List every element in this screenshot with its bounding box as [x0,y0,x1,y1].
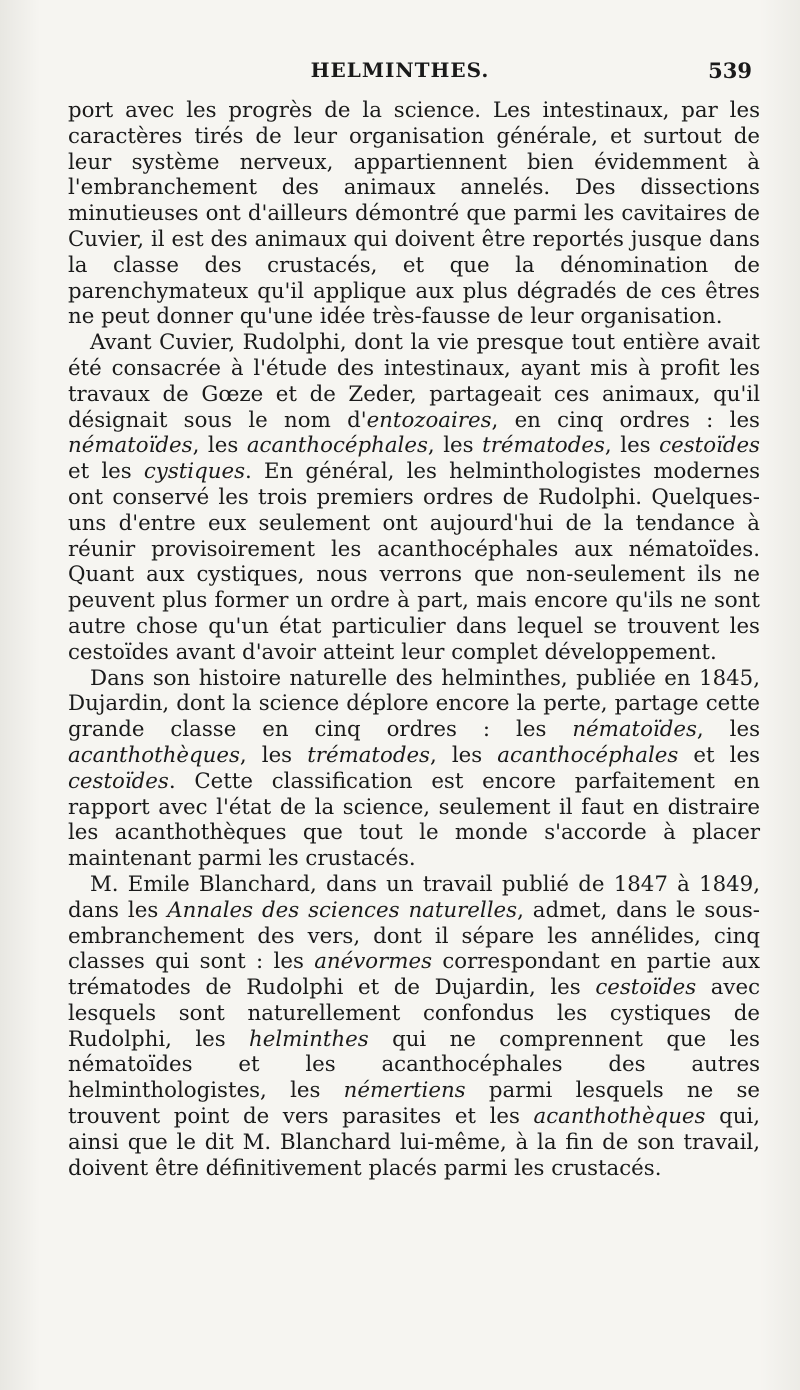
italic-term: trématodes [482,433,605,459]
text-run: , les [239,742,308,768]
italic-term: cestoïdes [595,975,697,1001]
italic-term: helminthes [249,1026,369,1052]
text-run: correspondant en partie aux trématodes de Rudolphi et de Dujardin, les [68,949,760,1001]
paragraph-3 [68,666,760,872]
text-run: port avec les progrès de la science. Les intestinaux, par les caractères tirés de leur organisation générale, et surtout de leur système nerveux, appartiennent bien évidemment à l'embranchement des animaux annelés. Des dissections minutieuses ont d'ailleurs démontré que parmi les cavitaires de Cuvier, il est des animaux qui doivent être reportés jusque dans la classe des crustacés, et que la dénomination de parenchymateux qu'il applique aux plus dégradés de ces êtres ne peut donner qu'une idée très-fausse de leur organisation. [68,98,760,330]
italic-term: cystiques [143,459,245,485]
text-run: , les [696,717,760,743]
text-run: , les [429,742,498,768]
text-run: Avant Cuvier, Rudolphi, dont la vie presque tout entière avait été consacrée à l'étude des intestinaux, ayant mis à profit les travaux de Gœze et de Zeder, partageait ces animaux, qu'il désignait sous le nom d' [68,330,760,433]
text-run: , les [427,433,483,459]
italic-term: nématoïdes [68,433,193,459]
text-run: parmi lesquels ne se trouvent point de vers parasites et les [68,1078,761,1130]
text-run: avec lesquels sont naturellement confondus les cystiques de Rudolphi, les [68,975,760,1052]
italic-term: nématoïdes [572,717,697,743]
italic-term: acanthocéphales [246,433,428,459]
page-number: 539 [708,58,752,83]
italic-term: cestoïdes [68,768,169,794]
italic-term: entozoaires [366,407,492,433]
text-run: . Cette classification est encore parfaitement en rapport avec l'état de la science, seulement il faut en distraire les acanthothèques que tout le monde s'accorde à placer maintenant parmi les crustacés. [68,768,760,872]
italic-term: némertiens [343,1078,466,1104]
text-run: , admet, dans le sous-embranchement des vers, dont il sépare les annélides, cinq classes qui sont : les [68,897,761,975]
paragraph-4 [68,872,760,1182]
text-run: qui ne comprennent que les nématoïdes et les acanthocéphales des autres helminthologistes, les [68,1026,760,1104]
text-run: . En général, les helminthologistes modernes ont conservé les trois premiers ordres de Rudolphi. Quelques-uns d'entre eux seulement ont aujourd'hui de la tendance à réunir provisoirement les acanthocéphales aux nématoïdes. Quant aux cystiques, nous verrons que non-seulement ils ne peuvent plus former un ordre à part, mais encore qu'ils ne sont autre chose qu'un état particulier dans lequel se trouvent les cestoïdes avant d'avoir atteint leur complet développement. [68,459,760,665]
text-run: et les [678,742,761,768]
italic-term: trématodes [307,742,430,768]
italic-term: anévormes [314,949,432,975]
italic-term: acanthothèques [68,742,240,768]
running-title: HELMINTHES. [310,58,490,82]
italic-term: cestoïdes [659,433,760,459]
text-run: , les [604,433,660,459]
text-run: , en cinq ordres : les [491,407,760,433]
text-run: Dans son histoire naturelle des helminthes, publiée en 1845, Dujardin, dont la science déplore encore la perte, partage cette grande classe en cinq ordres : les [68,665,760,743]
italic-term: Annales des sciences naturelles [167,897,518,923]
body-text [68,98,760,1181]
text-run: , les [192,433,247,459]
italic-term: acanthothèques [533,1104,706,1130]
italic-term: acanthocéphales [497,742,679,768]
paragraph-2 [68,330,760,665]
text-run: M. Emile Blanchard, dans un travail publié de 1847 à 1849, dans les [68,871,760,923]
text-run: et les [68,459,144,485]
paragraph-1 [68,98,760,330]
text-run: qui, ainsi que le dit M. Blanchard lui-même, à la fin de son travail, doivent être définitivement placés parmi les crustacés. [68,1104,760,1181]
page-header [0,58,800,88]
